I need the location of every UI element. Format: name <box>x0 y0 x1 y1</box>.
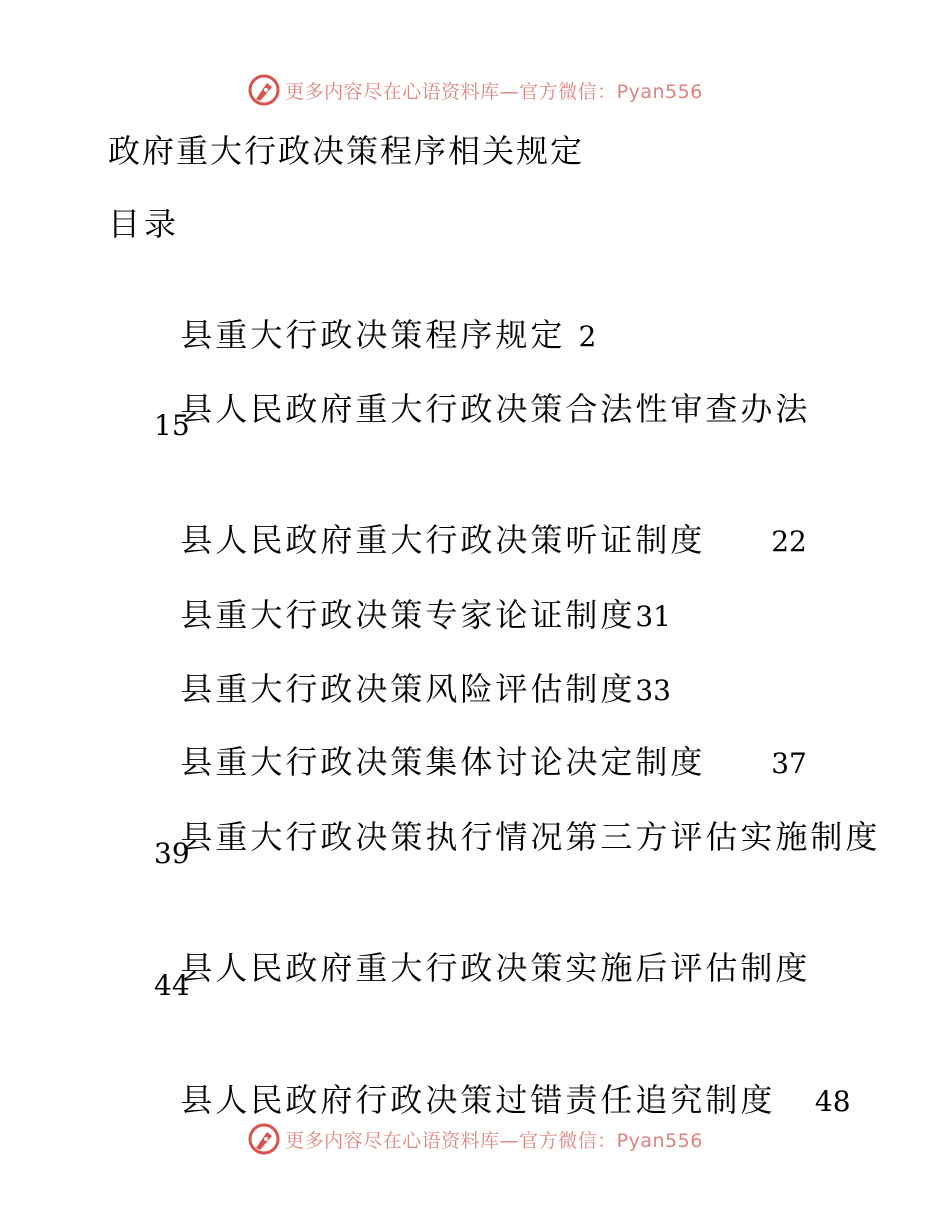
toc-entry <box>154 480 807 562</box>
banner-text: 更多内容尽在心语资料库—官方微信：Pyan556 <box>285 80 703 103</box>
toc-heading: 目录 <box>108 205 181 243</box>
toc-entry <box>154 777 880 857</box>
toc-entry-label: 县重大行政决策集体讨论决定制度 <box>180 743 772 781</box>
toc-entry-label: 县人民政府行政决策过错责任追究制度 <box>180 1081 815 1119</box>
toc-entry <box>154 275 596 357</box>
toc-entry-page: 22 <box>771 525 807 558</box>
toc-entry-page: 39 <box>154 837 190 870</box>
toc-entry-label: 县人民政府重大行政决策实施后评估制度 <box>180 949 811 987</box>
toc-entry-page: 15 <box>154 409 190 442</box>
toc-entry <box>154 1040 851 1122</box>
toc-entry <box>154 555 671 637</box>
toc-entry-page: 48 <box>814 1085 851 1118</box>
toc-entry-page: 44 <box>154 969 190 1002</box>
toc-entry-page: 2 <box>578 320 597 353</box>
toc-entry-label: 县重大行政决策程序规定 <box>180 316 579 354</box>
toc-entry-page: 37 <box>771 747 807 780</box>
toc-entry-page: 31 <box>635 600 671 633</box>
toc-entry <box>154 629 671 711</box>
toc-entry-label: 县重大行政决策风险评估制度 <box>180 670 636 708</box>
pen-nib-logo-icon <box>247 73 281 107</box>
footer-banner <box>0 1121 950 1157</box>
header-banner <box>0 72 950 108</box>
document-title: 政府重大行政决策程序相关规定 <box>108 132 585 170</box>
toc-entry-label: 县人民政府重大行政决策听证制度 <box>180 521 772 559</box>
toc-entry-label: 县重大行政决策专家论证制度 <box>180 596 636 634</box>
toc-entry-label: 县重大行政决策执行情况第三方评估实施制度 <box>180 818 881 856</box>
pen-nib-logo-icon <box>247 1122 281 1156</box>
toc-entry <box>154 702 807 784</box>
toc-entry <box>154 349 810 429</box>
toc-entry-page: 33 <box>635 674 671 707</box>
toc-entry-label: 县人民政府重大行政决策合法性审查办法 <box>180 390 811 428</box>
banner-text: 更多内容尽在心语资料库—官方微信：Pyan556 <box>285 1129 703 1152</box>
toc-entry <box>154 908 810 988</box>
